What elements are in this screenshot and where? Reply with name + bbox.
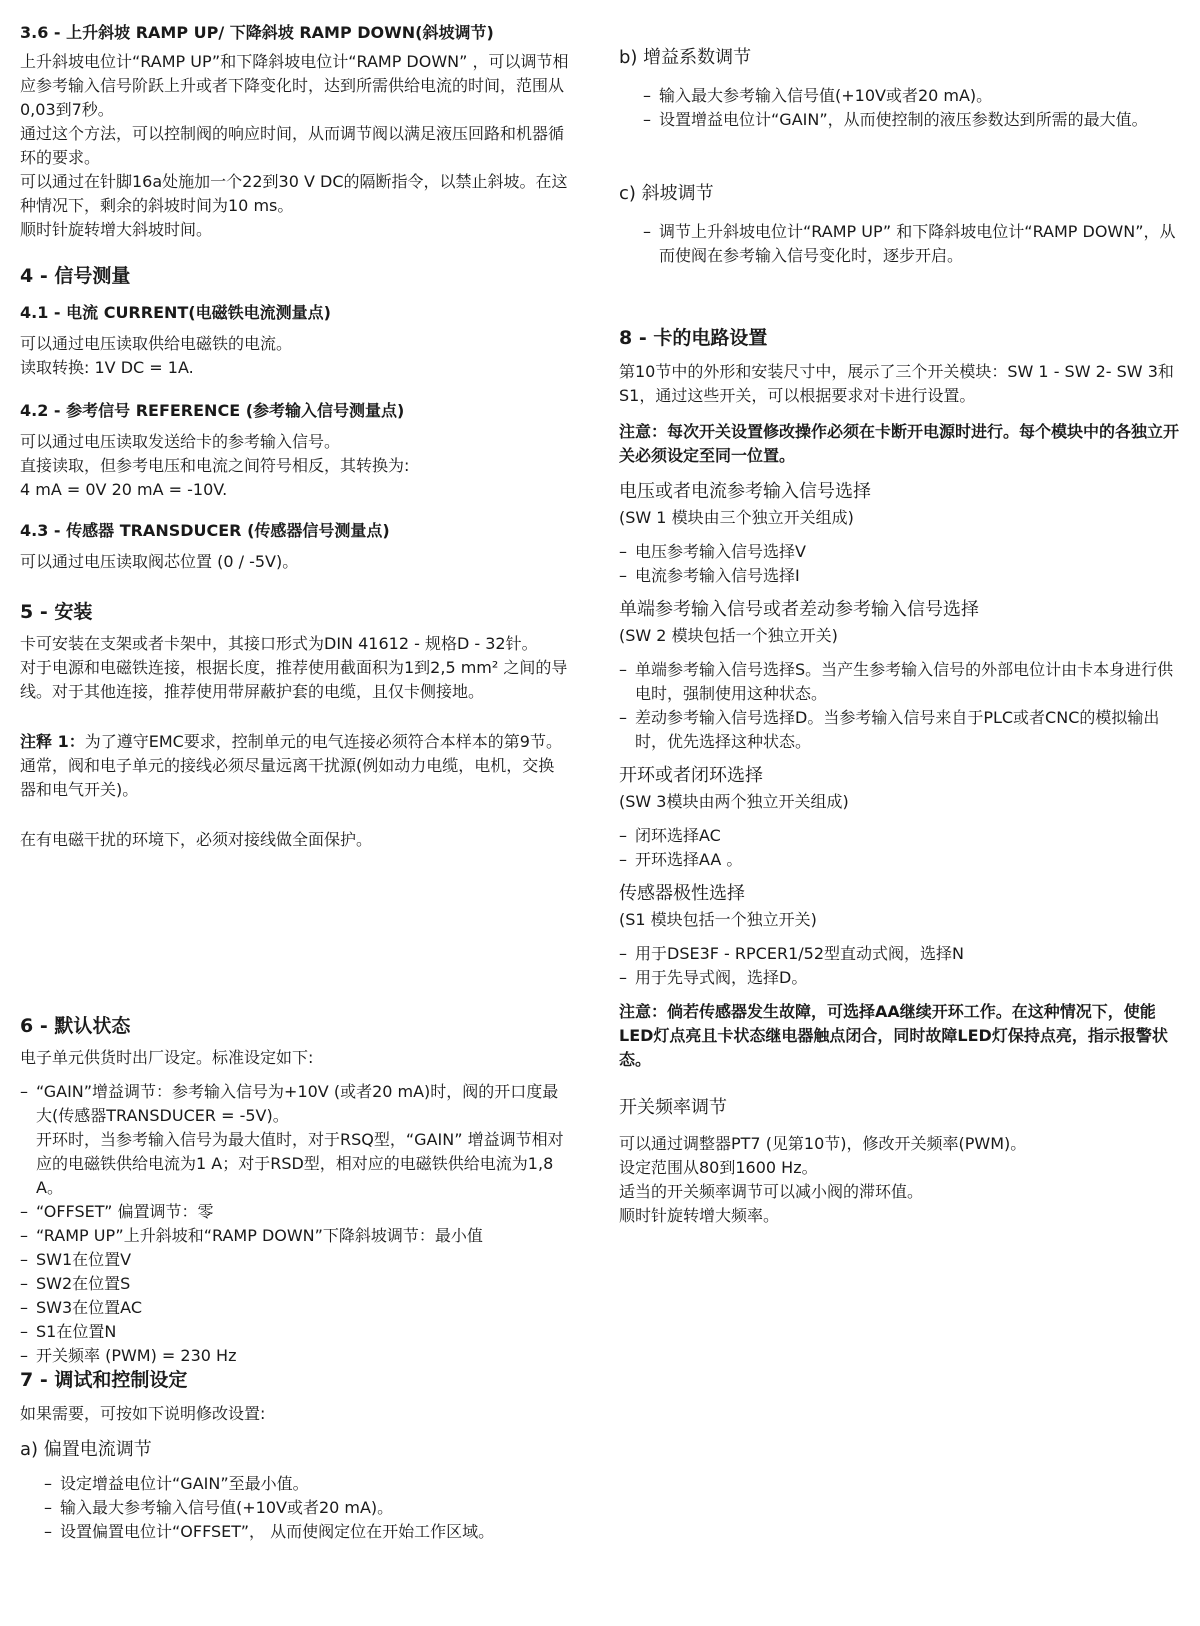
- list-item: – 设定增益电位计“GAIN”至最小值。: [44, 1472, 570, 1496]
- section-6-intro: 电子单元供货时出厂设定。标准设定如下:: [20, 1048, 314, 1067]
- list-item: – SW1在位置V: [20, 1248, 570, 1272]
- sw2-description: (SW 2 模块包括一个独立开关): [619, 626, 838, 645]
- s1-heading: 传感器极性选择: [619, 883, 745, 904]
- sensor-fault-note: 注意：倘若传感器发生故障，可选择AA继续开环工作。在这种情况下，使能LED灯点亮且卡状态继电器触点闭合，同时故障LED灯保持点亮，指示报警状态。: [619, 1002, 1168, 1069]
- section-4-heading: 4 - 信号测量: [20, 265, 131, 287]
- list-item: – 输入最大参考输入信号值(+10V或者20 mA)。: [643, 84, 1179, 108]
- subsection-b: [619, 46, 1179, 132]
- section-7: [20, 1368, 570, 1544]
- sw3-list: [619, 824, 1179, 872]
- text-line: 可以通过电压读取供给电磁铁的电流。: [20, 334, 293, 353]
- subsection-c: [619, 182, 1179, 268]
- section-3-6-body: [20, 50, 570, 242]
- text-line: 顺时针旋转增大频率。: [619, 1206, 780, 1225]
- section-8-intro: 第10节中的外形和安装尺寸中，展示了三个开关模块：SW 1 - SW 2- SW 3和S1，通过这些开关，可以根据要求对卡进行设置。: [619, 362, 1174, 405]
- list-item: [20, 1080, 570, 1200]
- section-5-body: [20, 632, 570, 704]
- sw2-list: [619, 658, 1179, 754]
- subsection-c-list: [619, 220, 1179, 268]
- paragraph: 顺时针旋转增大斜坡时间。: [20, 220, 213, 239]
- subsection-a-list: [20, 1472, 570, 1544]
- section-5: [20, 600, 570, 852]
- paragraph: 通常，阀和电子单元的接线必须尽量远离干扰源(例如动力电缆，电机，交换器和电气开关)。: [20, 756, 555, 799]
- subsection-c-heading: c) 斜坡调节: [619, 183, 714, 204]
- sw1-heading: 电压或者电流参考输入信号选择: [619, 481, 871, 502]
- list-item: – 差动参考输入信号选择D。当参考输入信号来自于PLC或者CNC的模拟输出时，优先选择这种状态。: [619, 706, 1179, 754]
- defaults-list: [20, 1080, 570, 1368]
- section-4-2-heading: 4.2 - 参考信号 REFERENCE (参考输入信号测量点): [20, 401, 405, 420]
- list-item: – “OFFSET” 偏置调节：零: [20, 1200, 570, 1224]
- list-item: – 设置偏置电位计“OFFSET”， 从而使阀定位在开始工作区域。: [44, 1520, 570, 1544]
- list-item-continuation: 开环时，当参考输入信号为最大值时，对于RSQ型，“GAIN” 增益调节相对应的电磁铁供给电流为1 A；对于RSD型，相对应的电磁铁供给电流为1,8 A。: [36, 1130, 564, 1197]
- list-item: – 用于DSE3F - RPCER1/52型直动式阀，选择N: [619, 942, 1179, 966]
- section-4-3: [20, 520, 570, 574]
- section-4-1-heading: 4.1 - 电流 CURRENT(电磁铁电流测量点): [20, 303, 331, 322]
- section-4-1: [20, 302, 570, 380]
- paragraph: 通过这个方法，可以控制阀的响应时间，从而调节阀以满足液压回路和机器循环的要求。: [20, 124, 565, 167]
- list-item: – 开环选择AA 。: [619, 848, 1179, 872]
- text-line: 读取转换: 1V DC = 1A.: [20, 358, 194, 377]
- subsection-b-list: [619, 84, 1179, 132]
- list-item: – 单端参考输入信号选择S。当产生参考输入信号的外部电位计由卡本身进行供电时，强制使用这种状态。: [619, 658, 1179, 706]
- list-item: – 电压参考输入信号选择V: [619, 540, 1179, 564]
- section-6-heading: 6 - 默认状态: [20, 1015, 131, 1037]
- pwm-heading: 开关频率调节: [619, 1097, 727, 1118]
- text-line: 适当的开关频率调节可以减小阀的滞环值。: [619, 1182, 924, 1201]
- pwm-body: [619, 1132, 1179, 1228]
- list-item: – 输入最大参考输入信号值(+10V或者20 mA)。: [44, 1496, 570, 1520]
- list-item: – “RAMP UP”上升斜坡和“RAMP DOWN”下降斜坡调节：最小值: [20, 1224, 570, 1248]
- paragraph: 卡可安装在支架或者卡架中，其接口形式为DIN 41612 - 规格D - 32针。: [20, 634, 538, 653]
- text-line: 可以通过电压读取阀芯位置 (0 / -5V)。: [20, 552, 299, 571]
- text-line: 4 mA = 0V 20 mA = -10V.: [20, 480, 228, 499]
- list-item: – 闭环选择AC: [619, 824, 1179, 848]
- section-4-1-body: [20, 332, 570, 380]
- list-item: – 电流参考输入信号选择I: [619, 564, 1179, 588]
- section-8-heading: 8 - 卡的电路设置: [619, 327, 768, 349]
- paragraph: 上升斜坡电位计“RAMP UP”和下降斜坡电位计“RAMP DOWN” ，可以调节相应参考输入信号阶跃上升或者下降变化时，达到所需供给电流的时间，范围从0,03到7秒。: [20, 52, 569, 119]
- s1-description: (S1 模块包括一个独立开关): [619, 910, 817, 929]
- text-line: 可以通过调整器PT7 (见第10节)，修改开关频率(PWM)。: [619, 1134, 1027, 1153]
- section-4-3-heading: 4.3 - 传感器 TRANSDUCER (传感器信号测量点): [20, 521, 390, 540]
- section-5-final: 在有电磁干扰的环境下，必须对接线做全面保护。: [20, 830, 373, 849]
- list-item: – 设置增益电位计“GAIN”，从而使控制的液压参数达到所需的最大值。: [643, 108, 1179, 132]
- paragraph: 可以通过在针脚16a处施加一个22到30 V DC的隔断指令，以禁止斜坡。在这种情况下，剩余的斜坡时间为10 ms。: [20, 172, 568, 215]
- section-7-intro: 如果需要，可按如下说明修改设置:: [20, 1404, 266, 1423]
- section-5-note: [20, 730, 570, 802]
- sw3-heading: 开环或者闭环选择: [619, 765, 763, 786]
- list-item: – SW3在位置AC: [20, 1296, 570, 1320]
- subsection-a-heading: a) 偏置电流调节: [20, 1439, 152, 1460]
- list-item-text: “GAIN”增益调节：参考输入信号为+10V (或者20 mA)时，阀的开口度最大(传感器TRANSDUCER = -5V)。: [36, 1082, 559, 1125]
- section-3-6-heading: 3.6 - 上升斜坡 RAMP UP/ 下降斜坡 RAMP DOWN(斜坡调节): [20, 23, 494, 42]
- subsection-b-heading: b) 增益系数调节: [619, 47, 752, 68]
- section-3-6: [20, 22, 570, 242]
- list-item: – S1在位置N: [20, 1320, 570, 1344]
- sw2-heading: 单端参考输入信号或者差动参考输入信号选择: [619, 599, 979, 620]
- note-text: 为了遵守EMC要求，控制单元的电气连接必须符合本样本的第9节。: [84, 732, 562, 751]
- section-4-2-body: [20, 430, 570, 502]
- section-5-heading: 5 - 安装: [20, 601, 93, 623]
- text-line: 可以通过电压读取发送给卡的参考输入信号。: [20, 432, 341, 451]
- section-4: [20, 264, 570, 288]
- section-6: [20, 1014, 570, 1368]
- section-4-2: [20, 400, 570, 502]
- sw1-description: (SW 1 模块由三个独立开关组成): [619, 508, 854, 527]
- s1-list: [619, 942, 1179, 990]
- list-item: – 开关频率 (PWM) = 230 Hz: [20, 1344, 570, 1368]
- section-8-note: 注意：每次开关设置修改操作必须在卡断开电源时进行。每个模块中的各独立开关必须设定至同一位置。: [619, 422, 1180, 465]
- section-8: [619, 326, 1179, 1228]
- sw1-list: [619, 540, 1179, 588]
- list-item: – 用于先导式阀，选择D。: [619, 966, 1179, 990]
- section-7-heading: 7 - 调试和控制设定: [20, 1369, 188, 1391]
- text-line: 直接读取，但参考电压和电流之间符号相反，其转换为:: [20, 456, 410, 475]
- list-item: – 调节上升斜坡电位计“RAMP UP” 和下降斜坡电位计“RAMP DOWN”，从而使阀在参考输入信号变化时，逐步开启。: [643, 220, 1179, 268]
- sw3-description: (SW 3模块由两个独立开关组成): [619, 792, 849, 811]
- paragraph: 对于电源和电磁铁连接，根据长度，推荐使用截面积为1到2,5 mm² 之间的导线。对于其他连接，推荐使用带屏蔽护套的电缆，且仅卡侧接地。: [20, 658, 568, 701]
- list-item: – SW2在位置S: [20, 1272, 570, 1296]
- section-4-3-body: [20, 550, 570, 574]
- note-label: 注释 1：: [20, 732, 85, 751]
- text-line: 设定范围从80到1600 Hz。: [619, 1158, 818, 1177]
